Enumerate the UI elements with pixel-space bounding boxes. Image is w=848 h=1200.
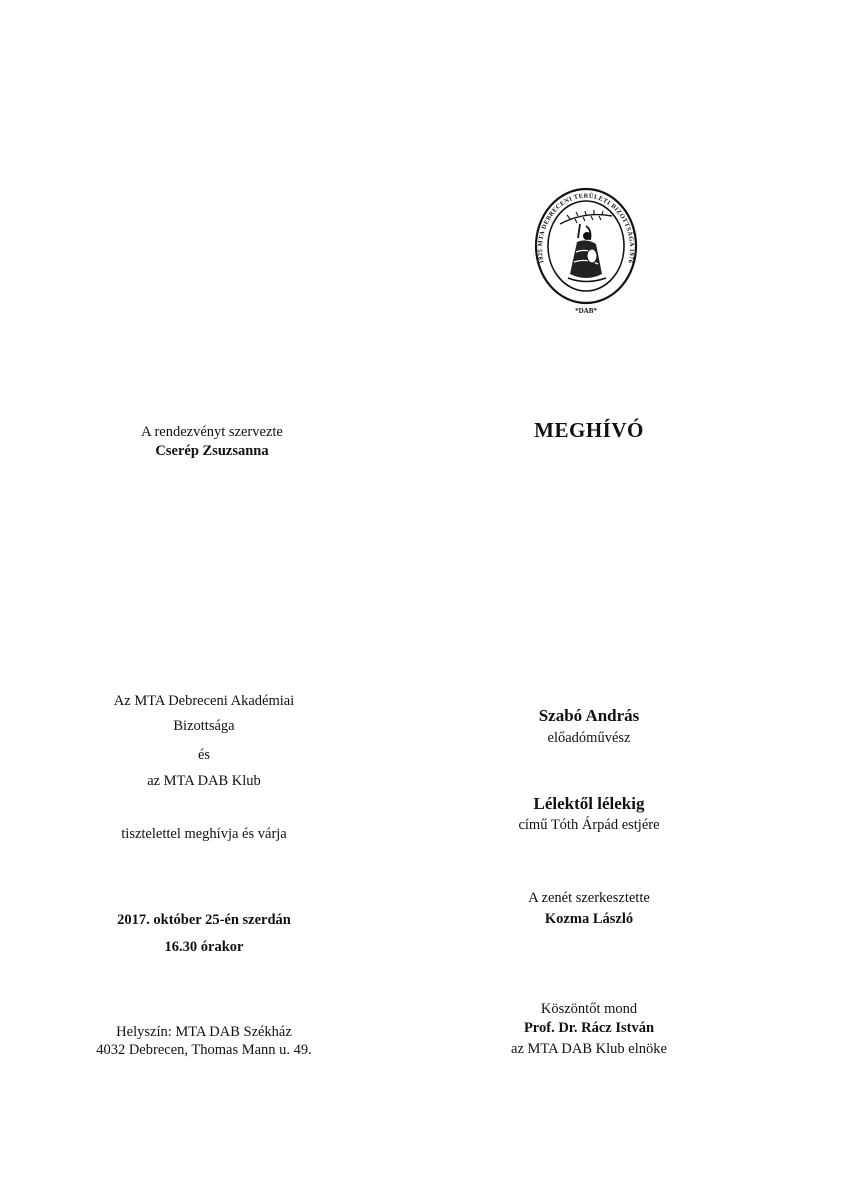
performer-role: előadóművész xyxy=(547,730,631,746)
event-time: 16.30 órakor xyxy=(164,939,244,955)
performer-name: Szabó András xyxy=(538,706,640,725)
host-line-3: az MTA DAB Klub xyxy=(147,773,261,789)
music-label: A zenét szerkesztette xyxy=(528,890,650,906)
page-title: MEGHÍVÓ xyxy=(534,418,644,442)
venue-line-1: Helyszín: MTA DAB Székház xyxy=(116,1024,292,1040)
svg-text:1825 MTA DEBRECENI TERÜLETI BI: 1825 MTA DEBRECENI TERÜLETI BIZOTTSÁGA 1976 xyxy=(536,192,636,265)
logo-star-left-icon: * xyxy=(575,307,579,315)
music-name: Kozma László xyxy=(544,911,634,927)
svg-text:*DAB*: *DAB* xyxy=(575,307,597,315)
greeting-role: az MTA DAB Klub elnöke xyxy=(511,1041,667,1057)
invite-text: tisztelettel meghívja és várja xyxy=(121,826,287,842)
organizer-label: A rendezvényt szervezte xyxy=(141,424,283,440)
greeting-name: Prof. Dr. Rácz István xyxy=(523,1020,655,1036)
logo-star-right-icon: * xyxy=(593,307,597,315)
show-title: Lélektől lélekig xyxy=(533,794,645,813)
logo-seal-icon xyxy=(530,186,642,318)
host-and: és xyxy=(197,747,211,763)
organizer-name: Cserép Zsuzsanna xyxy=(155,443,269,459)
greeting-label: Köszöntőt mond xyxy=(540,1001,638,1017)
host-line-1: Az MTA Debreceni Akadémiai xyxy=(113,693,295,709)
mta-dab-logo xyxy=(530,186,642,318)
venue-line-2: 4032 Debrecen, Thomas Mann u. 49. xyxy=(96,1042,312,1058)
show-subtitle: című Tóth Árpád estjére xyxy=(518,817,660,833)
host-line-2: Bizottsága xyxy=(173,718,235,734)
event-date: 2017. október 25-én szerdán xyxy=(117,912,291,928)
